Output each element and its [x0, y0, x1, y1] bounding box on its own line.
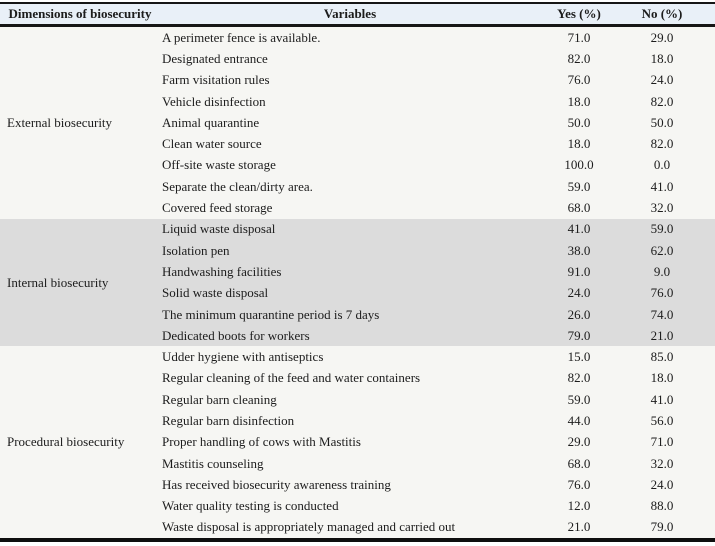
variable-cell: Clean water source — [162, 136, 262, 152]
variable-cell: Animal quarantine — [162, 114, 260, 130]
variable-cell: Covered feed storage — [162, 200, 273, 216]
table-row — [0, 26, 715, 49]
yes-value-cell: 12.0 — [567, 498, 591, 514]
no-value-cell: 56.0 — [650, 412, 674, 428]
yes-value-cell: 38.0 — [567, 242, 591, 258]
variable-cell: Regular barn disinfection — [162, 412, 295, 428]
variable-cell: Isolation pen — [162, 242, 230, 258]
variable-cell: Waste disposal is appropriately managed and carried out — [162, 519, 456, 535]
yes-value-cell: 71.0 — [567, 29, 591, 45]
variable-cell: Off-site waste storage — [162, 157, 276, 173]
column-header-no: No (%) — [618, 3, 715, 26]
no-value-cell: 24.0 — [650, 72, 674, 88]
yes-value-cell: 15.0 — [567, 349, 591, 365]
yes-value-cell: 24.0 — [567, 285, 591, 301]
no-value-cell: 82.0 — [650, 93, 674, 109]
yes-value-cell: 29.0 — [567, 434, 591, 450]
yes-value-cell: 59.0 — [567, 391, 591, 407]
yes-value-cell: 68.0 — [567, 455, 591, 471]
variable-cell: Dedicated boots for workers — [162, 327, 310, 343]
no-value-cell: 32.0 — [650, 455, 674, 471]
yes-value-cell: 100.0 — [564, 157, 594, 173]
variable-cell: Farm visitation rules — [162, 72, 270, 88]
variable-cell: A perimeter fence is available. — [162, 29, 321, 45]
yes-value-cell: 18.0 — [567, 93, 591, 109]
biosecurity-table — [0, 2, 715, 542]
no-value-cell: 41.0 — [650, 178, 674, 194]
variable-cell: Has received biosecurity awareness training — [162, 476, 391, 492]
no-value-cell: 82.0 — [650, 136, 674, 152]
no-value-cell: 24.0 — [650, 476, 674, 492]
table-row — [0, 219, 715, 240]
variable-cell: Regular barn cleaning — [162, 391, 277, 407]
no-value-cell: 18.0 — [650, 370, 674, 386]
variable-cell: Water quality testing is conducted — [162, 498, 339, 514]
no-value-cell: 21.0 — [650, 327, 674, 343]
dimension-cell: External biosecurity — [7, 114, 113, 130]
yes-value-cell: 21.0 — [567, 519, 591, 535]
no-value-cell: 0.0 — [653, 157, 671, 173]
yes-value-cell: 59.0 — [567, 178, 591, 194]
no-value-cell: 85.0 — [650, 349, 674, 365]
variable-cell: Separate the clean/dirty area. — [162, 178, 313, 194]
yes-value-cell: 91.0 — [567, 263, 591, 279]
header-row — [0, 3, 715, 26]
variable-cell: Solid waste disposal — [162, 285, 269, 301]
no-value-cell: 76.0 — [650, 285, 674, 301]
yes-value-cell: 76.0 — [567, 72, 591, 88]
table-body — [0, 26, 715, 541]
yes-value-cell: 76.0 — [567, 476, 591, 492]
variable-cell: Udder hygiene with antiseptics — [162, 349, 324, 365]
table-row — [0, 346, 715, 367]
no-value-cell: 62.0 — [650, 242, 674, 258]
yes-value-cell: 68.0 — [567, 200, 591, 216]
column-header-yes: Yes (%) — [540, 3, 618, 26]
variable-cell: Mastitis counseling — [162, 455, 264, 471]
yes-value-cell: 41.0 — [567, 221, 591, 237]
yes-value-cell: 44.0 — [567, 412, 591, 428]
no-value-cell: 88.0 — [650, 498, 674, 514]
yes-value-cell: 82.0 — [567, 370, 591, 386]
no-value-cell: 59.0 — [650, 221, 674, 237]
yes-value-cell: 79.0 — [567, 327, 591, 343]
yes-value-cell: 82.0 — [567, 50, 591, 66]
variable-cell: Liquid waste disposal — [162, 221, 276, 237]
variable-cell: Proper handling of cows with Mastitis — [162, 434, 361, 450]
yes-value-cell: 26.0 — [567, 306, 591, 322]
variable-cell: Handwashing facilities — [162, 263, 282, 279]
no-value-cell: 79.0 — [650, 519, 674, 535]
variable-cell: The minimum quarantine period is 7 days — [162, 306, 380, 322]
no-value-cell: 18.0 — [650, 50, 674, 66]
variable-cell: Regular cleaning of the feed and water containers — [162, 370, 421, 386]
no-value-cell: 9.0 — [653, 263, 671, 279]
yes-value-cell: 18.0 — [567, 136, 591, 152]
no-value-cell: 74.0 — [650, 306, 674, 322]
no-value-cell: 32.0 — [650, 200, 674, 216]
no-value-cell: 29.0 — [650, 29, 674, 45]
dimension-cell: Internal biosecurity — [7, 274, 109, 290]
yes-value-cell: 50.0 — [567, 114, 591, 130]
variable-cell: Designated entrance — [162, 50, 268, 66]
no-value-cell: 50.0 — [650, 114, 674, 130]
variable-cell: Vehicle disinfection — [162, 93, 266, 109]
table-header — [0, 3, 715, 26]
column-header-variables: Variables — [160, 3, 540, 26]
no-value-cell: 41.0 — [650, 391, 674, 407]
dimension-cell: Procedural biosecurity — [7, 434, 125, 450]
column-header-dimensions: Dimensions of biosecurity — [0, 3, 160, 26]
no-value-cell: 71.0 — [650, 434, 674, 450]
